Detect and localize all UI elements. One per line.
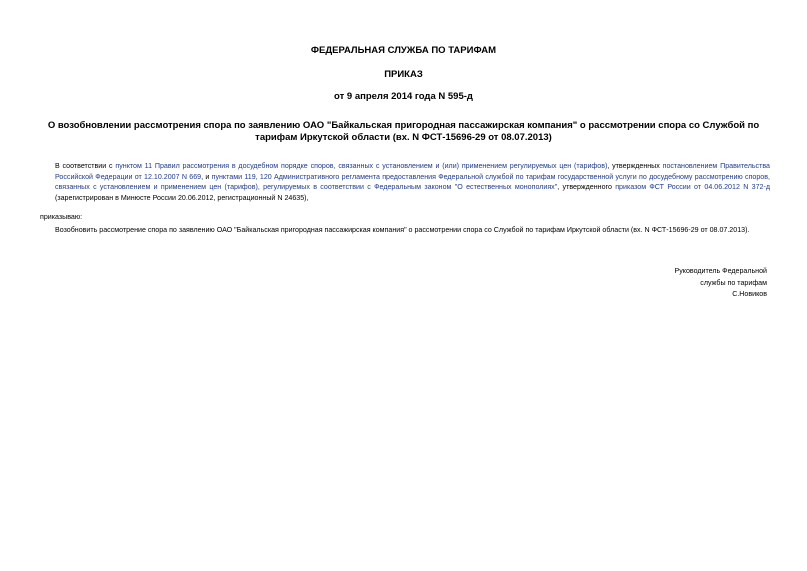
link-rules-clause-11[interactable]: пунктом 11 Правил рассмотрения в досудебном порядке споров, связанных с установлением и (или) применением регулируемых цен (тарифов) <box>115 162 608 170</box>
preamble-text-5: (зарегистрирован в Минюсте России 20.06.2012, регистрационный N 24635), <box>55 193 309 202</box>
preamble-text-4: , утвержденного <box>557 183 616 191</box>
agency-name: ФЕДЕРАЛЬНАЯ СЛУЖБА ПО ТАРИФАМ <box>310 45 497 56</box>
document-title: О возобновлении рассмотрения спора по заявлению ОАО "Байкальская пригородная пассажирская компания" о рассмотрении спора со Службой по тарифам Иркутской области (вх. N ФСТ-15696-29 от 08.07.2013) <box>47 120 760 143</box>
order-word: приказываю: <box>40 213 83 221</box>
resolution-text: Возобновить рассмотрение спора по заявлению ОАО "Байкальская пригородная пассажирская компания" о рассмотрении спора со Службой по тарифам Иркутской области (вх. N ФСТ-15696-29 от 08.07.2013). <box>55 226 750 234</box>
signatory-title-line2: службы по тарифам <box>700 278 767 287</box>
signature-block <box>675 266 768 301</box>
link-fst-order[interactable]: приказом ФСТ России от 04.06.2012 N 372-д <box>615 183 770 191</box>
link-government-decree[interactable]: постановлением Правительства Российской Федерации от 12.10.2007 N 669 <box>55 162 770 181</box>
preamble-paragraph <box>55 161 770 203</box>
signatory-name: С.Новиков <box>732 290 767 298</box>
document-date-number: от 9 апреля 2014 года N 595-д <box>334 91 473 102</box>
document-type: ПРИКАЗ <box>384 69 423 80</box>
link-admin-regulation[interactable]: пунктами 119, 120 Административного регламента предоставления Федеральной службой по тарифам государственной услуги по досудебному рассмотрению споров, связанных с установлением и применением цен (тарифов), регулируемых в соответствии с Федеральным законом "О естественных монополиях" <box>55 172 770 191</box>
preamble-text-3: , и <box>201 172 212 181</box>
preamble-text-2: , утвержденных <box>607 162 663 170</box>
preamble-text-1: В соответствии с <box>55 162 116 170</box>
signatory-title-line1: Руководитель Федеральной <box>674 267 767 275</box>
